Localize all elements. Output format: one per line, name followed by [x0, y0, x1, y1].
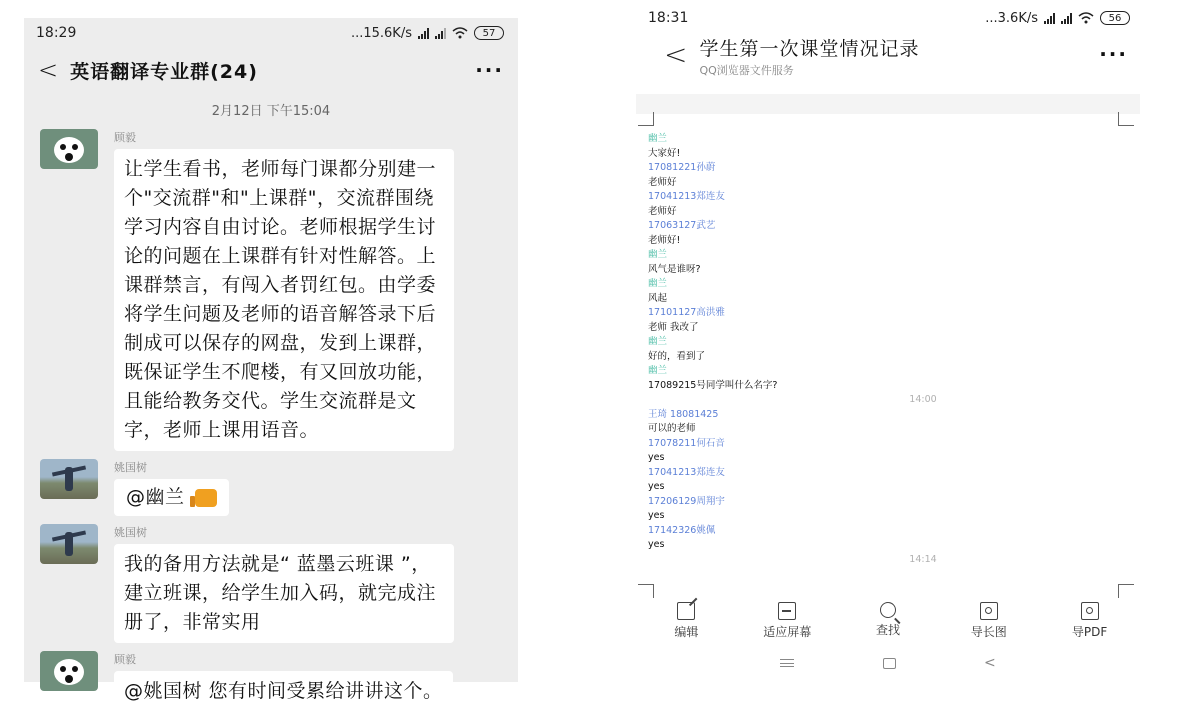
log-message-text: 老师好: [648, 205, 677, 217]
tool-label: 导长图: [970, 625, 1007, 639]
log-message-text: 老师好!: [648, 234, 681, 246]
tool-label: 查找: [875, 623, 900, 637]
right-phone-screenshot: [636, 0, 1140, 686]
tool-label: 适应屏幕: [763, 625, 812, 639]
battery-indicator: 57: [474, 26, 504, 40]
status-bar: [24, 18, 518, 48]
page-corner-mark: [638, 584, 654, 598]
status-time: 18:31: [648, 10, 689, 26]
status-time: 18:29: [36, 25, 77, 41]
log-sender-name: 王琦 18081425: [648, 408, 719, 420]
export-pdf-button[interactable]: [1039, 602, 1140, 646]
battery-indicator: 56: [1100, 11, 1130, 25]
more-options-icon[interactable]: ···: [475, 58, 504, 82]
log-sender-name: 17081221孙蔚: [648, 162, 716, 173]
chat-message: [24, 129, 518, 451]
log-message-text: 17089215号同学叫什么名字?: [648, 379, 778, 391]
back-icon[interactable]: <: [984, 655, 996, 671]
signal-icon: [418, 28, 429, 39]
export-long-image-button[interactable]: [938, 602, 1039, 646]
sender-name: 顾毅: [114, 653, 136, 666]
fit-screen-button[interactable]: [737, 602, 838, 646]
tool-label: 导PDF: [1071, 625, 1108, 639]
log-sender-name: 幽兰: [648, 336, 668, 347]
message-bubble[interactable]: 让学生看书，老师每门课都分别建一个"交流群"和"上课群"，交流群围绕学习内容自由讨论。老师根据学生讨论的问题在上课群有针对性解答。上课群禁言，有闯入者罚红包。由学委将学生问题及老师的语音解答录下后制成可以保存的网盘，发到上课群，既保证学生不爬楼，有又回放功能，且能给教务交代。学生交流群是文字，老师上课用语音。: [114, 149, 454, 451]
log-sender-name: 17206129周翔宇: [648, 495, 725, 507]
network-speed: ...3.6K/s: [985, 10, 1038, 26]
left-phone-screenshot: [24, 18, 518, 702]
back-arrow-icon[interactable]: <: [38, 56, 59, 84]
log-sender-name: 17063127武艺: [648, 220, 716, 231]
sender-name: 顾毅: [114, 131, 136, 144]
chat-header: [24, 48, 518, 92]
document-title: 学生第一次课堂情况记录: [699, 38, 920, 60]
tool-label: 编辑: [674, 625, 699, 639]
mention-text: @幽兰: [126, 486, 185, 508]
log-sender-name: 17078211何石音: [648, 437, 725, 449]
edit-button[interactable]: [636, 602, 737, 646]
chat-message: [24, 524, 518, 643]
signal-icon: [1061, 13, 1072, 24]
log-timestamp: 14:14: [909, 553, 937, 565]
log-message-text: 风起: [648, 292, 668, 304]
wifi-icon: [452, 27, 468, 39]
page-corner-mark: [1118, 584, 1134, 598]
fit-screen-icon: [778, 602, 796, 620]
page-corner-mark: [638, 112, 654, 126]
chat-title: 英语翻译专业群(24): [70, 60, 258, 83]
wifi-icon: [1078, 12, 1094, 24]
log-timestamp: 14:00: [909, 394, 937, 405]
more-options-icon[interactable]: ···: [1099, 42, 1128, 66]
log-message-text: 风气是谁呀?: [648, 263, 701, 275]
home-icon[interactable]: [883, 658, 896, 669]
log-sender-name: 幽兰: [648, 278, 668, 289]
page-corner-mark: [1118, 112, 1134, 126]
edit-icon: [677, 602, 695, 620]
log-sender-name: 17142326姚佩: [648, 524, 716, 536]
sender-name: 姚国树: [114, 461, 147, 474]
log-message-text: 可以的老师: [648, 423, 696, 434]
avatar[interactable]: [40, 651, 98, 691]
thumbs-up-emoji-icon: [195, 489, 217, 507]
log-message-text: 老师好: [648, 176, 677, 188]
message-bubble[interactable]: @姚国树 您有时间受累给讲讲这个。: [114, 671, 453, 712]
export-pdf-icon: [1081, 602, 1099, 620]
log-sender-name: 幽兰: [648, 133, 668, 144]
export-long-image-icon: [980, 602, 998, 620]
log-sender-name: 幽兰: [648, 365, 668, 376]
signal-icon: [435, 28, 446, 39]
log-sender-name: 幽兰: [648, 249, 668, 260]
chat-message: [24, 459, 518, 516]
log-message-text: yes: [648, 452, 665, 463]
log-message-text: 老师 我改了: [648, 321, 699, 333]
log-message-text: yes: [648, 539, 665, 550]
network-speed: ...15.6K/s: [350, 25, 412, 41]
document-header: [636, 34, 1140, 86]
message-bubble[interactable]: 我的备用方法就是“ 蓝墨云班课 ”，建立班课，给学生加入码，就完成注册了，非常实用: [114, 544, 454, 643]
avatar[interactable]: [40, 129, 98, 169]
system-nav-bar: [636, 650, 1140, 676]
log-sender-name: 17101127高洪雅: [648, 307, 725, 318]
log-sender-name: 17041213郑连友: [648, 191, 725, 202]
message-timestamp: 2月12日 下午15:04: [211, 104, 331, 119]
document-viewer[interactable]: [636, 94, 1140, 596]
log-message-text: 好的，看到了: [648, 350, 706, 362]
search-button[interactable]: [838, 602, 939, 646]
status-bar: [636, 0, 1140, 36]
log-sender-name: 17041213郑连友: [648, 466, 725, 478]
log-message-text: 大家好!: [648, 147, 681, 159]
log-message-text: yes: [648, 481, 665, 492]
chat-message: [24, 651, 518, 712]
document-subtitle: QQ浏览器文件服务: [699, 64, 794, 77]
avatar[interactable]: [40, 459, 98, 499]
back-arrow-icon[interactable]: <: [664, 38, 688, 71]
signal-icon: [1044, 13, 1055, 24]
message-bubble[interactable]: [114, 479, 229, 516]
sender-name: 姚国树: [114, 526, 147, 539]
bottom-toolbar: [636, 602, 1140, 646]
menu-icon[interactable]: [780, 659, 794, 667]
log-message-text: yes: [648, 510, 665, 521]
search-icon: [880, 602, 896, 618]
avatar[interactable]: [40, 524, 98, 564]
chat-log: [648, 132, 1108, 567]
